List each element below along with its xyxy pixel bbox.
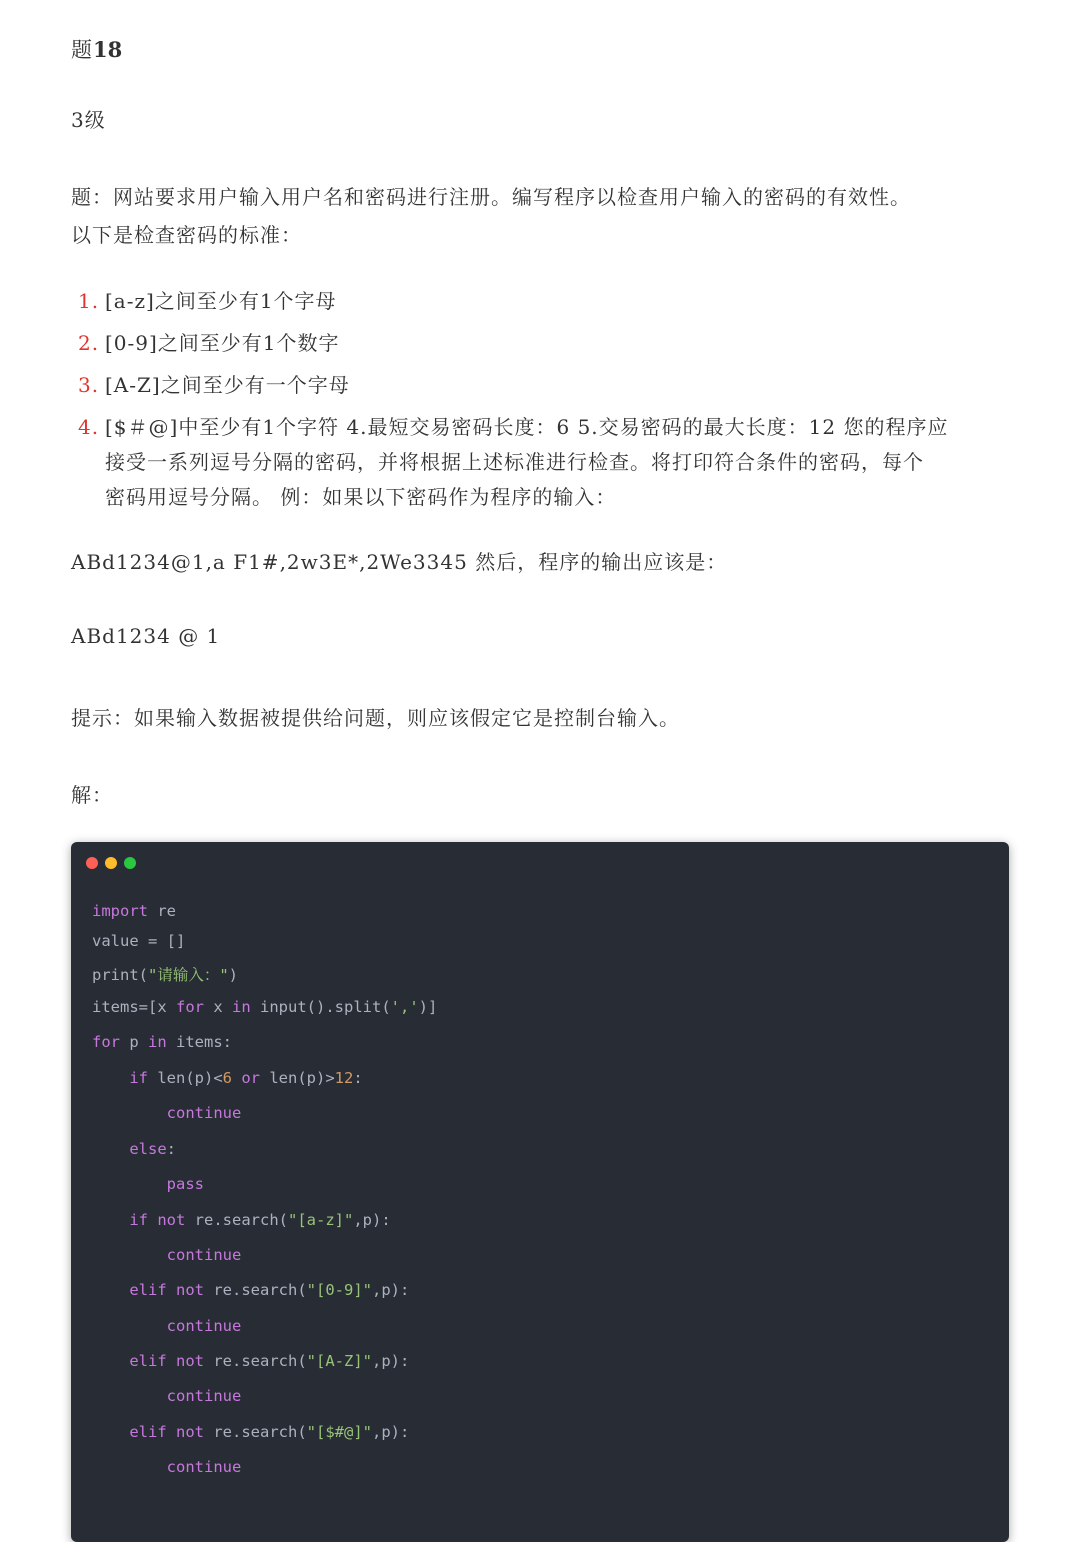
question-line-2: 以下是检查密码的标准： bbox=[71, 223, 302, 247]
list-number: 4. bbox=[78, 415, 100, 439]
code-line: if len(p)<6 or len(p)>12: bbox=[129, 1069, 363, 1087]
list-number: 1. bbox=[78, 289, 100, 313]
minimize-dot-icon bbox=[105, 857, 117, 869]
code-line: elif not re.search("[0-9]",p): bbox=[129, 1281, 410, 1299]
list-text: [A-Z]之间至少有一个字母 bbox=[105, 373, 350, 397]
code-line: value = [] bbox=[92, 932, 186, 950]
code-line: for p in items: bbox=[92, 1033, 232, 1051]
problem-title bbox=[71, 34, 122, 64]
criteria-item-2 bbox=[78, 327, 340, 356]
code-line: elif not re.search("[$#@]",p): bbox=[129, 1423, 410, 1441]
question-line-1: 题：网站要求用户输入用户名和密码进行注册。编写程序以检查用户输入的密码的有效性。 bbox=[71, 185, 911, 209]
example-input: ABd1234@1,a F1#,2w3E*,2We3345 然后，程序的输出应该是： bbox=[71, 550, 728, 574]
code-line: continue bbox=[166, 1317, 242, 1335]
title-number: 18 bbox=[93, 37, 123, 62]
solution-label: 解： bbox=[71, 783, 113, 807]
criteria-item-4 bbox=[78, 411, 948, 440]
code-line: items=[x for x in input().split(',')] bbox=[92, 998, 438, 1016]
example-output: ABd1234 @ 1 bbox=[71, 624, 221, 648]
title-label: 题 bbox=[71, 38, 93, 62]
list-number: 2. bbox=[78, 331, 100, 355]
difficulty-level: 3级 bbox=[71, 108, 106, 132]
code-line: if not re.search("[a-z]",p): bbox=[129, 1211, 391, 1229]
code-line: continue bbox=[166, 1246, 242, 1264]
code-line: pass bbox=[166, 1175, 204, 1193]
code-line: print("请输入：") bbox=[92, 966, 239, 984]
code-line: continue bbox=[166, 1104, 242, 1122]
list-number: 3. bbox=[78, 373, 100, 397]
list-text: [a-z]之间至少有1个字母 bbox=[105, 289, 337, 313]
code-window bbox=[71, 842, 1009, 1542]
code-line: else: bbox=[129, 1140, 176, 1158]
code-line: continue bbox=[166, 1458, 242, 1476]
criteria-item-1 bbox=[78, 285, 337, 314]
close-dot-icon bbox=[86, 857, 98, 869]
criteria-item-4-continuation-1: 接受一系列逗号分隔的密码，并将根据上述标准进行检查。将打印符合条件的密码，每个 bbox=[105, 450, 924, 474]
code-line: continue bbox=[166, 1387, 242, 1405]
hint-text: 提示：如果输入数据被提供给问题，则应该假定它是控制台输入。 bbox=[71, 706, 680, 730]
code-line: elif not re.search("[A-Z]",p): bbox=[129, 1352, 410, 1370]
criteria-item-4-continuation-2: 密码用逗号分隔。 例：如果以下密码作为程序的输入： bbox=[105, 485, 617, 509]
maximize-dot-icon bbox=[124, 857, 136, 869]
criteria-item-3 bbox=[78, 369, 350, 398]
list-text: [0-9]之间至少有1个数字 bbox=[105, 331, 340, 355]
code-line: import re bbox=[92, 902, 176, 920]
list-text: [$＃@]中至少有1个字符 4.最短交易密码长度：6 5.交易密码的最大长度：12 您的程序应 bbox=[105, 415, 949, 439]
